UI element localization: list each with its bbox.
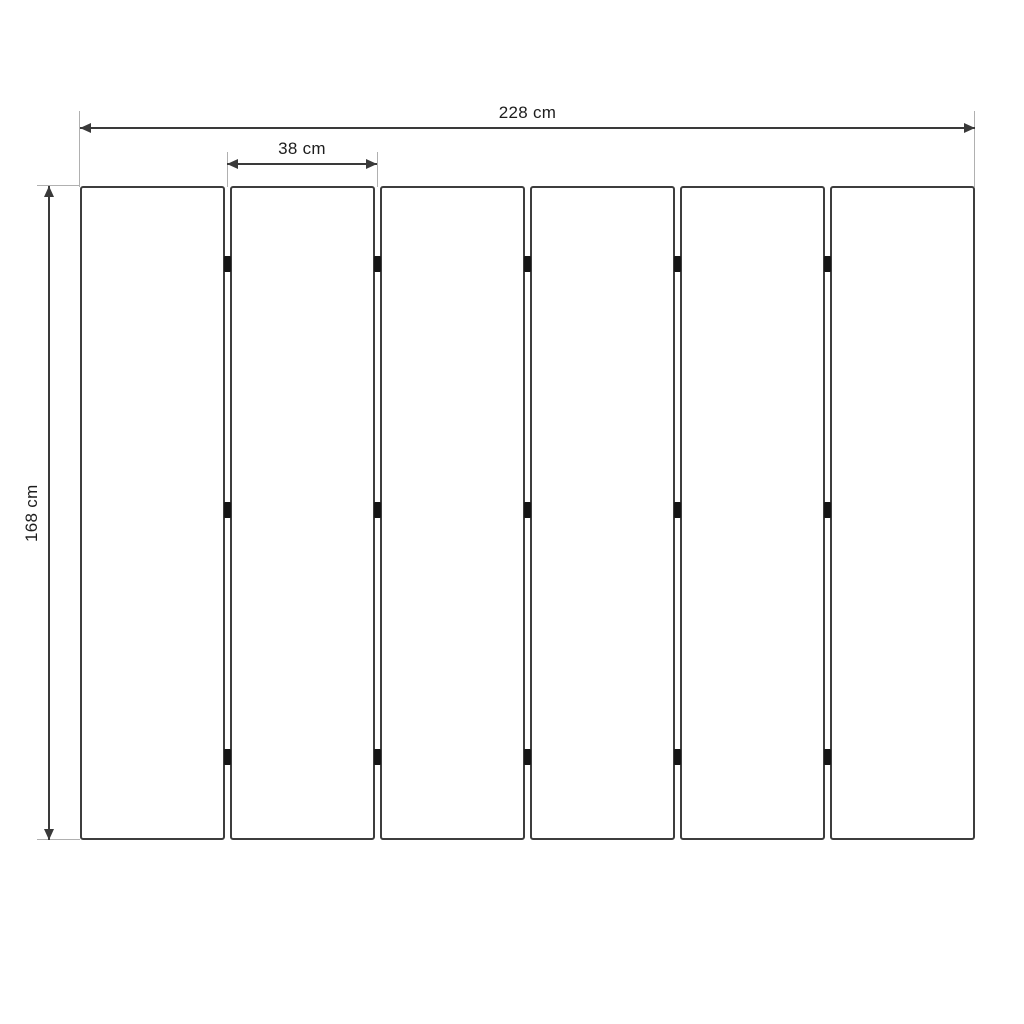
total-width-label: 228 cm [498,103,557,122]
arrow-right-icon [366,159,377,169]
hinge [374,256,381,272]
panel-5 [680,186,825,840]
arrow-down-icon [44,829,54,840]
dimension-line-panel-width [227,163,377,165]
hinge [224,256,231,272]
hinge [374,749,381,765]
dimension-line-total-width [80,127,975,129]
hinge [224,502,231,518]
panel-6 [830,186,975,840]
panel-1 [80,186,225,840]
hinge [674,502,681,518]
hinge [674,256,681,272]
hinge [674,749,681,765]
arrow-right-icon [964,123,975,133]
panel-3 [380,186,525,840]
hinge [524,502,531,518]
hinge [824,749,831,765]
panel-2 [230,186,375,840]
dimension-line-height [48,186,50,840]
hinge [824,256,831,272]
hinge [824,502,831,518]
hinge [224,749,231,765]
panel-4 [530,186,675,840]
panel-width-label: 38 cm [278,139,326,158]
height-label: 168 cm [22,484,41,542]
arrow-left-icon [80,123,91,133]
hinge [524,256,531,272]
extension-line-panel-right [377,152,378,187]
arrow-left-icon [227,159,238,169]
panels-row [80,186,975,840]
arrow-up-icon [44,186,54,197]
hinge [374,502,381,518]
hinge [524,749,531,765]
